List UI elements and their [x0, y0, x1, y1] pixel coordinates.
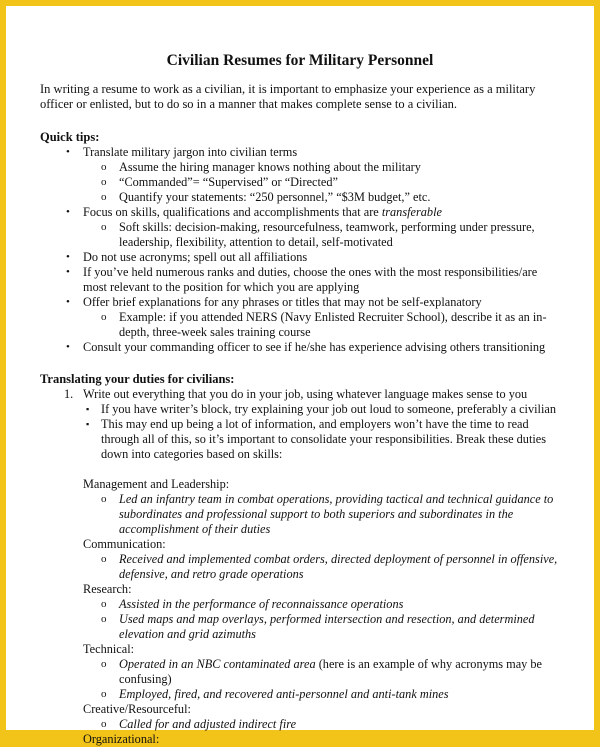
category-communication: Communication:	[83, 537, 166, 551]
step-1-sub-1: If you have writer’s block, try explaining your job out loud to someone, preferably a civilian	[101, 402, 556, 416]
tip-6: Consult your commanding officer to see if he/she has experience advising others transitioning	[83, 340, 546, 354]
step-1-sub-2-line3: down into categories based on skills:	[101, 447, 283, 461]
tip-5a-line1: Example: if you attended NERS (Navy Enlisted Recruiter School), describe it as an in-	[119, 310, 547, 324]
circle-marker: o	[101, 613, 107, 625]
management-item-line2: subordinates and professional support to both superiors and subordinates in the	[119, 507, 514, 521]
tip-2-emphasis: transferable	[381, 205, 442, 219]
circle-marker: o	[101, 311, 107, 323]
research-item-2-line1: Used maps and map overlays, performed intersection and resection, and determined	[119, 612, 535, 626]
creative-item-1: Called for and adjusted indirect fire	[119, 717, 297, 731]
communication-item-line2: defensive, and retro grade operations	[119, 567, 304, 581]
square-marker: ▪	[86, 404, 90, 414]
tip-4-line1: If you’ve held numerous ranks and duties, choose the ones with the most responsibilities/are	[83, 265, 538, 279]
bullet-marker: •	[66, 266, 70, 278]
document-title: Civilian Resumes for Military Personnel	[166, 52, 434, 69]
bullet-marker: •	[66, 146, 70, 158]
research-item-2-line2: elevation and grid azimuths	[119, 627, 256, 641]
tip-1c: Quantify your statements: “250 personnel,” “$3M budget,” etc.	[119, 190, 431, 204]
management-item-line3: accomplishment of their duties	[119, 522, 271, 536]
technical-item-1-emphasis: Operated in an NBC contaminated area	[119, 657, 316, 671]
tip-5: Offer brief explanations for any phrases or titles that may not be self-explanatory	[83, 295, 482, 309]
bullet-marker: •	[66, 251, 70, 263]
step-1-sub-2-line1: This may end up being a lot of information, and employers won’t have the time to read	[101, 417, 529, 431]
tip-1b: “Commanded”= “Supervised” or “Directed”	[119, 175, 338, 189]
numbered-marker: 1.	[64, 387, 74, 401]
category-management: Management and Leadership:	[83, 477, 230, 491]
tip-3: Do not use acronyms; spell out all affiliations	[83, 250, 308, 264]
category-creative: Creative/Resourceful:	[83, 702, 191, 716]
intro-paragraph: In writing a resume to work as a civilian, it is important to emphasize your experience as a military officer or enlisted, but to do so in a manner that makes complete sense to a civilian.	[40, 82, 536, 111]
quick-tips-heading: Quick tips:	[40, 130, 100, 144]
circle-marker: o	[101, 718, 107, 730]
step-1: Write out everything that you do in your job, using whatever language makes sense to you	[83, 387, 528, 401]
category-research: Research:	[83, 582, 132, 596]
tip-2a-line1: Soft skills: decision-making, resourcefulness, teamwork, performing under pressure,	[119, 220, 535, 234]
management-item-line1: Led an infantry team in combat operations, providing tactical and technical guidance to	[119, 492, 554, 506]
technical-item-1-text: (here is an example of why acronyms may be	[315, 657, 543, 671]
tip-2-text: Focus on skills, qualifications and accomplishments that are	[83, 205, 382, 219]
circle-marker: o	[101, 221, 107, 233]
communication-item-line1: Received and implemented combat orders, directed deployment of personnel in offensive,	[119, 552, 558, 566]
square-marker: ▪	[86, 419, 90, 429]
tip-1: Translate military jargon into civilian terms	[83, 145, 298, 159]
tip-5a-line2: depth, three-week sales training course	[119, 325, 311, 339]
tip-4-line2: most relevant to the position for which you are applying	[83, 280, 360, 294]
bullet-marker: •	[66, 296, 70, 308]
circle-marker: o	[101, 553, 107, 565]
circle-marker: o	[101, 658, 107, 670]
category-organizational: Organizational:	[83, 732, 160, 746]
technical-item-2: Employed, fired, and recovered anti-personnel and anti-tank mines	[119, 687, 449, 701]
tip-2a-line2: leadership, flexibility, attention to detail, self-motivated	[119, 235, 393, 249]
circle-marker: o	[101, 176, 107, 188]
circle-marker: o	[101, 493, 107, 505]
category-technical: Technical:	[83, 642, 135, 656]
step-1-sub-2-line2: through all of this, so it’s important to consolidate your responsibilities. Break these duties	[101, 432, 547, 446]
circle-marker: o	[101, 161, 107, 173]
tip-1a: Assume the hiring manager knows nothing about the military	[119, 160, 421, 174]
tip-2	[83, 205, 442, 220]
document-page	[6, 6, 594, 746]
circle-marker: o	[101, 191, 107, 203]
technical-item-1-line1	[119, 657, 542, 672]
circle-marker: o	[101, 688, 107, 700]
technical-item-1-line2: confusing)	[119, 672, 172, 686]
research-item-1: Assisted in the performance of reconnaissance operations	[119, 597, 404, 611]
bullet-marker: •	[66, 341, 70, 353]
circle-marker: o	[101, 598, 107, 610]
translating-heading: Translating your duties for civilians:	[40, 372, 235, 386]
bullet-marker: •	[66, 206, 70, 218]
